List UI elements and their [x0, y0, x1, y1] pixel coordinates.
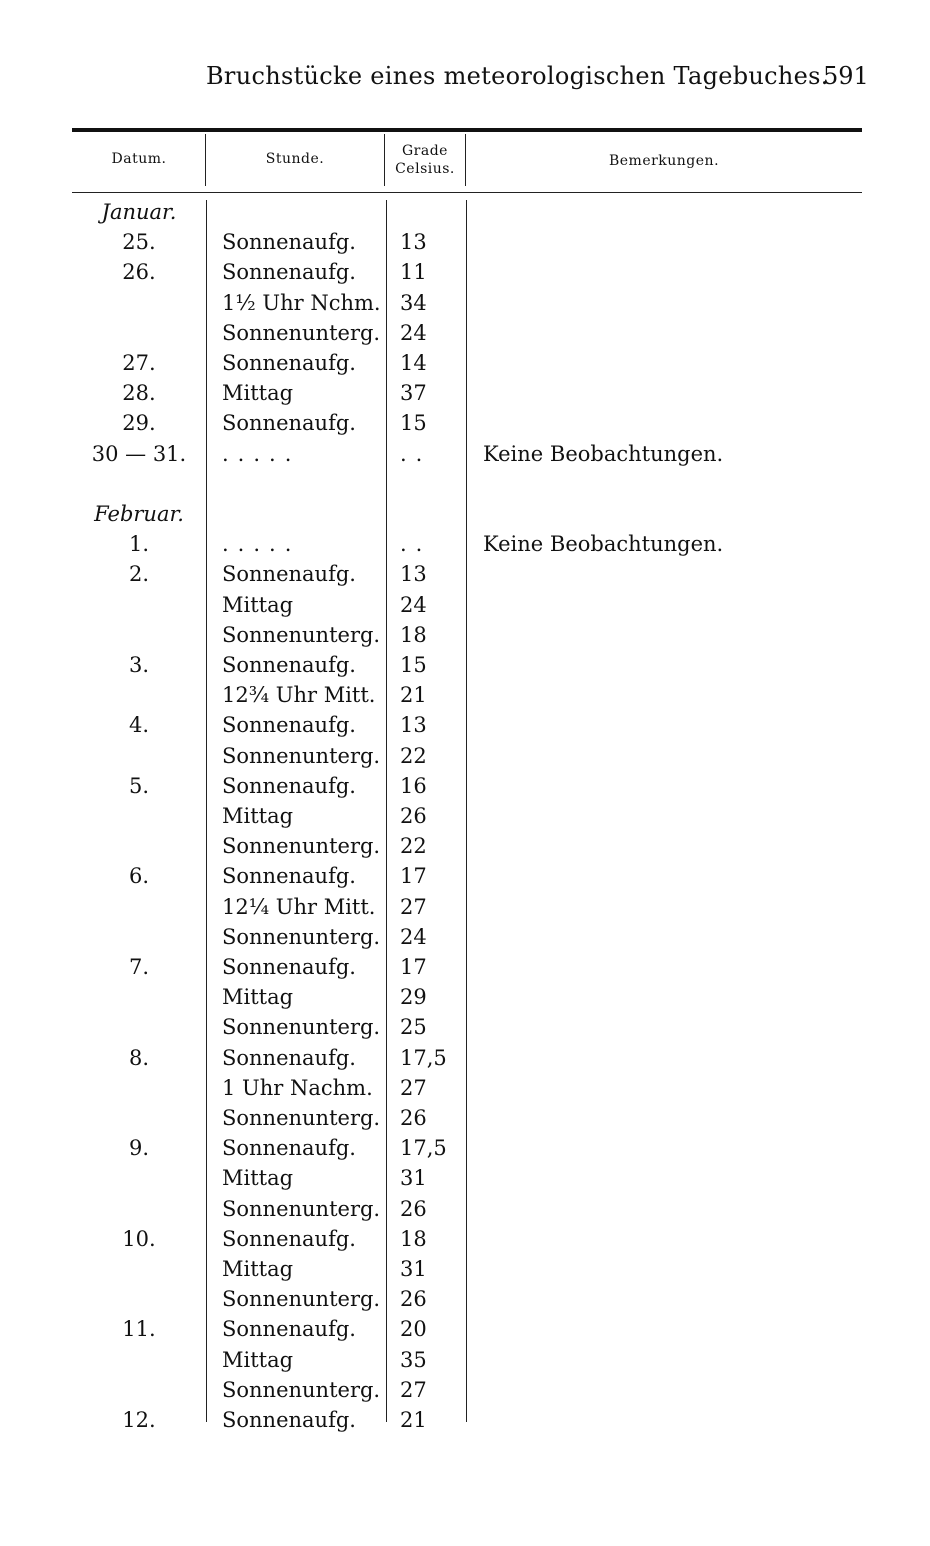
temperature-cell: 13 — [400, 562, 427, 587]
remark-cell: Keine Beobachtungen. — [483, 441, 724, 466]
month-heading-row — [0, 200, 930, 230]
running-title: Bruchstücke eines meteorologischen Tagebuches. — [206, 62, 829, 90]
temperature-cell: 15 — [400, 411, 427, 436]
time-cell: Sonnenaufg. — [222, 773, 356, 798]
date-cell: 5. — [128, 773, 150, 798]
table-row — [0, 774, 930, 804]
time-cell: Sonnenaufg. — [222, 1226, 356, 1251]
column-header-bemerkungen: Bemerkungen. — [608, 153, 720, 169]
column-header-grade-line2: Celsius. — [395, 161, 455, 177]
time-cell: Sonnenaufg. — [222, 562, 356, 587]
time-cell: ..... — [222, 532, 301, 557]
header-divider — [465, 134, 466, 186]
temperature-cell: 13 — [400, 713, 427, 738]
temperature-cell: 14 — [400, 351, 427, 375]
table-row — [0, 955, 930, 985]
table-row — [0, 351, 930, 381]
table-row — [0, 985, 930, 1015]
temperature-cell: 26 — [400, 1196, 427, 1221]
temperature-cell: 13 — [400, 230, 427, 255]
time-cell: Sonnenaufg. — [222, 260, 356, 285]
date-cell: 12. — [122, 1408, 156, 1432]
time-cell: Sonnenunterg. — [222, 1015, 381, 1040]
time-cell: Sonnenaufg. — [222, 1317, 356, 1342]
column-header-datum: Datum. — [111, 151, 167, 167]
time-cell: Mittag — [222, 1166, 294, 1191]
date-cell: 30 — 31. — [91, 441, 187, 466]
temperature-cell: 22 — [400, 834, 427, 859]
table-row — [0, 230, 930, 260]
temperature-cell: 26 — [400, 1287, 427, 1312]
temperature-cell: 27 — [400, 894, 427, 919]
time-cell: Mittag — [222, 804, 294, 828]
time-cell: Mittag — [222, 1347, 294, 1372]
table-row — [0, 1197, 930, 1227]
temperature-cell: 17 — [400, 864, 427, 889]
date-cell: 6. — [128, 864, 150, 889]
time-cell: 12¾ Uhr Mitt. — [222, 683, 376, 708]
time-cell: Sonnenunterg. — [222, 743, 381, 768]
table-row — [0, 472, 930, 502]
table-row — [0, 895, 930, 925]
table-row — [0, 713, 930, 743]
table-row — [0, 1408, 930, 1438]
temperature-cell: 27 — [400, 1377, 427, 1402]
date-cell: 9. — [128, 1136, 150, 1161]
remark-cell: Keine Beobachtungen. — [483, 532, 724, 557]
temperature-cell: 17,5 — [400, 1136, 447, 1161]
header-bottom-rule — [72, 192, 862, 193]
temperature-cell: 17,5 — [400, 1045, 447, 1070]
table-row — [0, 411, 930, 441]
time-cell: Mittag — [222, 985, 294, 1010]
table-row — [0, 804, 930, 834]
time-cell: ..... — [222, 441, 301, 466]
table-row — [0, 1076, 930, 1106]
temperature-cell: 20 — [400, 1317, 427, 1342]
table-row — [0, 381, 930, 411]
time-cell: Sonnenaufg. — [222, 955, 356, 979]
date-cell: 4. — [128, 713, 150, 738]
time-cell: Sonnenaufg. — [222, 1136, 356, 1161]
temperature-cell: 21 — [400, 683, 427, 708]
time-cell: Sonnenaufg. — [222, 653, 356, 677]
date-cell: 10. — [122, 1226, 156, 1251]
temperature-cell: 17 — [400, 955, 427, 979]
column-header-grade-line1: Grade — [402, 143, 448, 159]
temperature-cell: 29 — [400, 985, 427, 1010]
time-cell: Sonnenaufg. — [222, 1045, 356, 1070]
date-cell: 28. — [122, 381, 156, 406]
time-cell: Sonnenaufg. — [222, 230, 356, 255]
time-cell: Mittag — [222, 592, 294, 617]
column-header-stunde: Stunde. — [265, 151, 325, 167]
time-cell: Sonnenaufg. — [222, 351, 356, 375]
date-cell: 26. — [122, 260, 156, 285]
table-row — [0, 1106, 930, 1136]
header-divider — [384, 134, 385, 186]
time-cell: Mittag — [222, 1257, 294, 1281]
table-row — [0, 1046, 930, 1076]
time-cell: Sonnenunterg. — [222, 320, 381, 345]
temperature-cell: 24 — [400, 924, 427, 949]
time-cell: 1 Uhr Nachm. — [222, 1075, 373, 1100]
temperature-cell: 24 — [400, 592, 427, 617]
table-row — [0, 653, 930, 683]
table-row — [0, 925, 930, 955]
table-row — [0, 442, 930, 472]
table-row — [0, 864, 930, 894]
date-cell: 25. — [122, 230, 156, 255]
temperature-cell: 18 — [400, 1226, 427, 1251]
time-cell: Sonnenunterg. — [222, 1196, 381, 1221]
table-row — [0, 1166, 930, 1196]
table-row — [0, 291, 930, 321]
table-row — [0, 1317, 930, 1347]
page-number: 591 — [823, 62, 869, 90]
table-row — [0, 1257, 930, 1287]
temperature-cell: 24 — [400, 320, 427, 345]
temperature-cell: 27 — [400, 1075, 427, 1100]
temperature-cell: 26 — [400, 804, 427, 828]
date-cell: 27. — [122, 351, 156, 375]
table-row — [0, 1287, 930, 1317]
time-cell: Sonnenaufg. — [222, 1408, 356, 1432]
table-top-rule — [72, 128, 862, 132]
temperature-cell: .. — [400, 532, 432, 557]
temperature-cell: 22 — [400, 743, 427, 768]
table-row — [0, 1136, 930, 1166]
header-divider — [205, 134, 206, 186]
table-row — [0, 260, 930, 290]
table-row — [0, 1348, 930, 1378]
temperature-cell: 21 — [400, 1408, 427, 1432]
temperature-cell: 31 — [400, 1166, 427, 1191]
date-cell: 1. — [128, 532, 150, 557]
table-row — [0, 834, 930, 864]
date-cell: 3. — [128, 653, 150, 677]
time-cell: Sonnenunterg. — [222, 622, 381, 647]
table-row — [0, 532, 930, 562]
temperature-cell: 31 — [400, 1257, 427, 1281]
table-row — [0, 683, 930, 713]
table-row — [0, 562, 930, 592]
temperature-cell: 26 — [400, 1106, 427, 1130]
time-cell: Sonnenaufg. — [222, 713, 356, 738]
temperature-cell: 11 — [400, 260, 427, 285]
temperature-cell: 37 — [400, 381, 427, 406]
time-cell: 1½ Uhr Nchm. — [222, 290, 381, 315]
table-row — [0, 321, 930, 351]
temperature-cell: 15 — [400, 653, 427, 677]
time-cell: Sonnenaufg. — [222, 864, 356, 889]
time-cell: Sonnenunterg. — [222, 1377, 381, 1402]
table-row — [0, 1378, 930, 1408]
date-cell: Januar. — [101, 200, 177, 224]
time-cell: Sonnenunterg. — [222, 924, 381, 949]
time-cell: Sonnenunterg. — [222, 1287, 381, 1312]
table-row — [0, 623, 930, 653]
time-cell: Sonnenunterg. — [222, 834, 381, 859]
date-cell: 11. — [122, 1317, 156, 1342]
column-header-grade — [385, 142, 465, 178]
time-cell: Sonnenunterg. — [222, 1106, 381, 1130]
temperature-cell: 25 — [400, 1015, 427, 1040]
time-cell: Sonnenaufg. — [222, 411, 356, 436]
temperature-cell: 16 — [400, 773, 427, 798]
date-cell: 2. — [128, 562, 150, 587]
temperature-cell: 35 — [400, 1347, 427, 1372]
month-heading-row — [0, 502, 930, 532]
time-cell: Mittag — [222, 381, 294, 406]
date-cell: 8. — [128, 1045, 150, 1070]
temperature-cell: .. — [400, 441, 432, 466]
table-row — [0, 744, 930, 774]
date-cell: 7. — [128, 955, 150, 979]
table-row — [0, 593, 930, 623]
table-row — [0, 1015, 930, 1045]
table-row — [0, 1227, 930, 1257]
time-cell: 12¼ Uhr Mitt. — [222, 894, 376, 919]
temperature-cell: 18 — [400, 622, 427, 647]
date-cell: 29. — [122, 411, 156, 436]
temperature-cell: 34 — [400, 290, 427, 315]
date-cell: Februar. — [94, 502, 184, 526]
